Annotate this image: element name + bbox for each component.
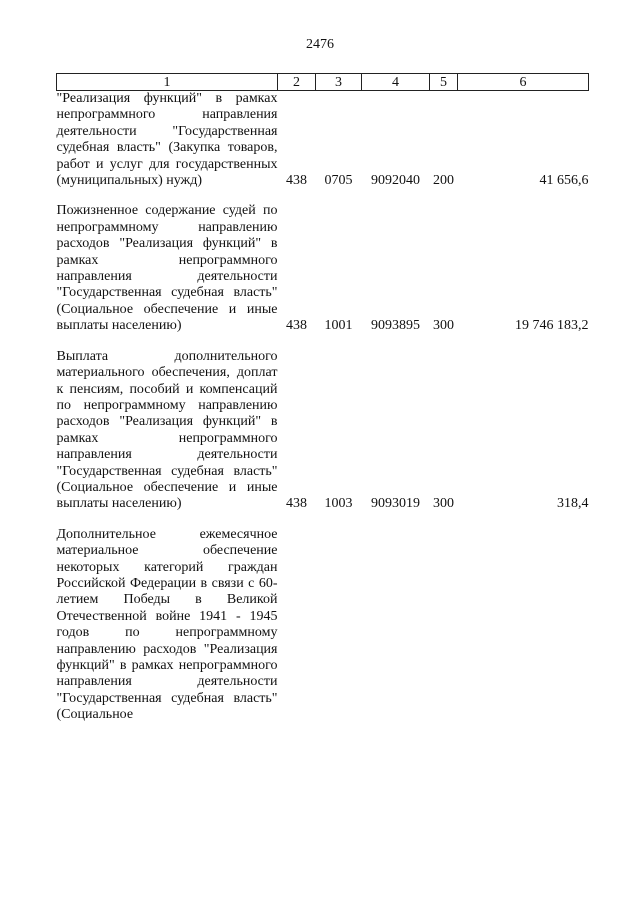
page-number: 2476 xyxy=(306,37,334,52)
row-code-col3: 0705 xyxy=(324,173,353,189)
column-header-6: 6 xyxy=(458,74,589,91)
row-code-col2: 438 xyxy=(286,318,307,334)
row-amount xyxy=(458,527,589,724)
column-header-3: 3 xyxy=(316,74,362,91)
row-code-col3: 1003 xyxy=(324,496,353,512)
table-row xyxy=(57,527,589,724)
table-row xyxy=(57,203,589,334)
column-header-1: 1 xyxy=(57,74,278,91)
table-row xyxy=(57,91,589,190)
row-code-col2: 438 xyxy=(286,496,307,512)
row-code-col5: 200 xyxy=(433,173,454,189)
row-spacer xyxy=(57,189,589,203)
row-code-col4 xyxy=(362,527,430,724)
row-description: Выплата дополнительного материального обеспечения, доплат к пенсиям, пособий и компенсаций по непрограммному направлению расходов "Реализация функций" в рамках непрограммного направления деятельности "Государственная судебная власть" (Социальное обеспечение и иные выплаты населению) xyxy=(56,348,278,512)
row-code-col5: 300 xyxy=(433,318,454,334)
row-description: Пожизненное содержание судей по непрограммному направлению расходов "Реализация функций" в рамках непрограммного направления деятельности "Государственная судебная власть" (Социальное обеспечение и иные выплаты населению) xyxy=(56,203,278,334)
row-spacer xyxy=(57,513,589,527)
row-description: Дополнительное ежемесячное материальное обеспечение некоторых категорий граждан Российской Федерации в связи с 60-летием Победы в Великой Отечественной войне 1941 - 1945 годов по непрограммному направлению расходов "Реализация функций" в рамках непрограммного направления деятельности "Государственная судебная власть" (Социальное xyxy=(56,526,278,723)
table-row xyxy=(57,349,589,513)
row-code-col2: 438 xyxy=(286,173,307,189)
row-code-col3: 1001 xyxy=(324,318,353,334)
budget-table xyxy=(56,73,589,724)
row-amount: 41 656,6 xyxy=(539,173,589,189)
row-description: "Реализация функций" в рамках непрограммного направления деятельности "Государственная судебная власть" (Закупка товаров, работ и услуг для государственных (муниципальных) нужд) xyxy=(56,91,278,189)
column-header-2: 2 xyxy=(278,74,316,91)
row-amount: 19 746 183,2 xyxy=(515,318,589,334)
row-code-col5: 300 xyxy=(433,496,454,512)
column-header-5: 5 xyxy=(430,74,458,91)
row-code-col5 xyxy=(430,527,458,724)
column-header-4: 4 xyxy=(362,74,430,91)
table-header-row xyxy=(57,74,589,91)
row-amount: 318,4 xyxy=(557,496,589,512)
row-code-col2 xyxy=(278,527,316,724)
row-code-col4: 9093019 xyxy=(371,496,420,512)
row-spacer xyxy=(57,335,589,349)
row-code-col4: 9093895 xyxy=(371,318,420,334)
row-code-col3 xyxy=(316,527,362,724)
row-code-col4: 9092040 xyxy=(371,173,420,189)
